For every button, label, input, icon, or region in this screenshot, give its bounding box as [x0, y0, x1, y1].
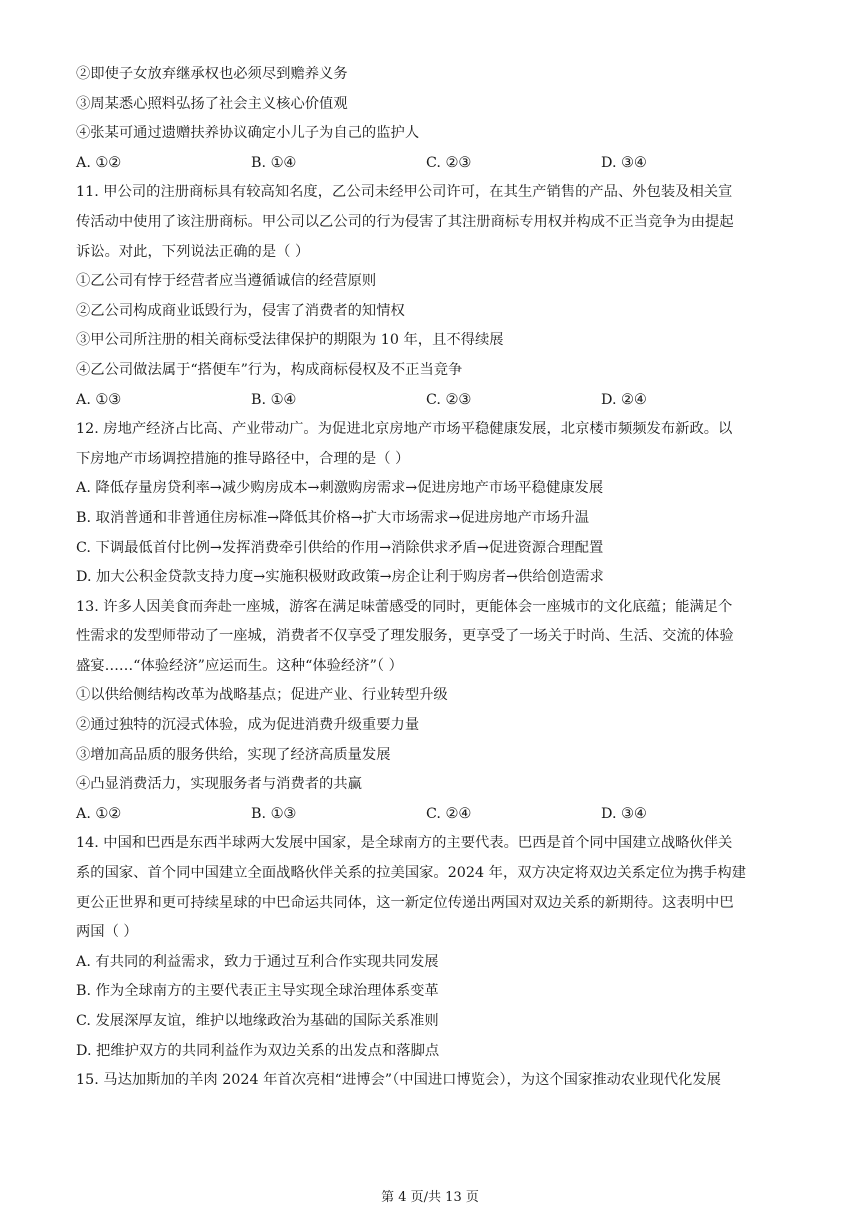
text-line: C. 发展深厚友谊，维护以地缘政治为基础的国际关系准则	[76, 1013, 439, 1029]
text-line: C. 下调最低首付比例→发挥消费牵引供给的作用→消除供求矛盾→促进资源合理配置	[76, 539, 604, 556]
text-line: 性需求的发型师带动了一座城，消费者不仅享受了理发服务，更享受了一场关于时尚、生活、交流的体验	[76, 628, 734, 645]
answer-options	[76, 149, 786, 179]
answer-option: A. ①②	[76, 154, 122, 171]
text-line: 13. 许多人因美食而奔赴一座城，游客在满足味蕾感受的同时，更能体会一座城市的文化底蕴；能满足个	[76, 598, 733, 615]
text-line: 15. 马达加斯加的羊肉 2024 年首次亮相“进博会”（中国进口博览会），为这个国家推动农业现代化发展	[76, 1072, 721, 1089]
answer-option: B. ①④	[251, 154, 297, 171]
text-line: ③增加高品质的服务供给，实现了经济高质量发展	[76, 746, 391, 763]
answer-option: B. ①④	[251, 391, 297, 408]
text-line: ①以供给侧结构改革为战略基点；促进产业、行业转型升级	[76, 687, 448, 704]
text-line: A. 有共同的利益需求，致力于通过互利合作实现共同发展	[76, 953, 439, 970]
text-line: 下房地产市场调控措施的推导路径中，合理的是（ ）	[76, 450, 410, 467]
text-line: ④凸显消费活力，实现服务者与消费者的共赢	[76, 776, 362, 793]
text-line: ④张某可通过遗赠扶养协议确定小儿子为自己的监护人	[76, 125, 420, 142]
text-line: D. 加大公积金贷款支持力度→实施积极财政政策→房企让利于购房者→供给创造需求	[76, 569, 604, 586]
answer-option: C. ②③	[426, 391, 472, 408]
text-line: 系的国家、首个同中国建立全面战略伙伴关系的拉美国家。2024 年，双方决定将双边关系定位为携手构建	[76, 865, 746, 882]
text-line: ③甲公司所注册的相关商标受法律保护的期限为 10 年，且不得续展	[76, 332, 504, 349]
answer-option: D. ②④	[601, 391, 647, 408]
text-line: 盛宴……“体验经济”应运而生。这种“体验经济”（ ）	[76, 657, 403, 674]
text-line: B. 取消普通和非普通住房标准→降低其价格→扩大市场需求→促进房地产市场升温	[76, 509, 590, 526]
answer-options	[76, 386, 786, 416]
answer-option: D. ③④	[601, 805, 647, 822]
answer-option: A. ①③	[76, 391, 122, 408]
text-line: 11. 甲公司的注册商标具有较高知名度，乙公司未经甲公司许可，在其生产销售的产品、外包装及相关宣	[76, 184, 733, 201]
answer-option: C. ②④	[426, 805, 472, 822]
text-line: 12. 房地产经济占比高、产业带动广。为促进北京房地产市场平稳健康发展，北京楼市频频发布新政。以	[76, 421, 733, 438]
text-line: ④乙公司做法属于“搭便车”行为，构成商标侵权及不正当竞争	[76, 361, 463, 378]
page-footer: 第 4 页/共 13 页	[381, 1190, 479, 1205]
answer-option: B. ①③	[251, 805, 297, 822]
text-line: A. 降低存量房贷利率→减少购房成本→刺激购房需求→促进房地产市场平稳健康发展	[76, 480, 604, 497]
text-line: 14. 中国和巴西是东西半球两大发展中国家，是全球南方的主要代表。巴西是首个同中国建立战略伙伴关	[76, 835, 733, 852]
answer-option: C. ②③	[426, 154, 472, 171]
text-line: ②通过独特的沉浸式体验，成为促进消费升级重要力量	[76, 717, 420, 734]
text-line: 两国（ ）	[76, 924, 138, 941]
text-line: ①乙公司有悖于经营者应当遵循诚信的经营原则	[76, 273, 377, 290]
text-line: 诉讼。对此，下列说法正确的是（ ）	[76, 243, 310, 260]
text-line: 更公正世界和更可持续星球的中巴命运共同体，这一新定位传递出两国对双边关系的新期待。这表明中巴	[76, 894, 734, 911]
text-line: ②即使子女放弃继承权也必须尽到赡养义务	[76, 66, 348, 82]
answer-option: D. ③④	[601, 154, 647, 171]
answer-options	[76, 800, 786, 830]
text-line: 传活动中使用了该注册商标。甲公司以乙公司的行为侵害了其注册商标专用权并构成不正当竞争为由提起	[76, 213, 734, 230]
text-line: D. 把维护双方的共同利益作为双边关系的出发点和落脚点	[76, 1042, 440, 1059]
answer-option: A. ①②	[76, 805, 122, 822]
document-body	[76, 60, 786, 1096]
text-line: B. 作为全球南方的主要代表正主导实现全球治理体系变革	[76, 983, 439, 1000]
text-line: ③周某悉心照料弘扬了社会主义核心价值观	[76, 95, 348, 112]
text-line: ②乙公司构成商业诋毁行为，侵害了消费者的知情权	[76, 302, 405, 319]
